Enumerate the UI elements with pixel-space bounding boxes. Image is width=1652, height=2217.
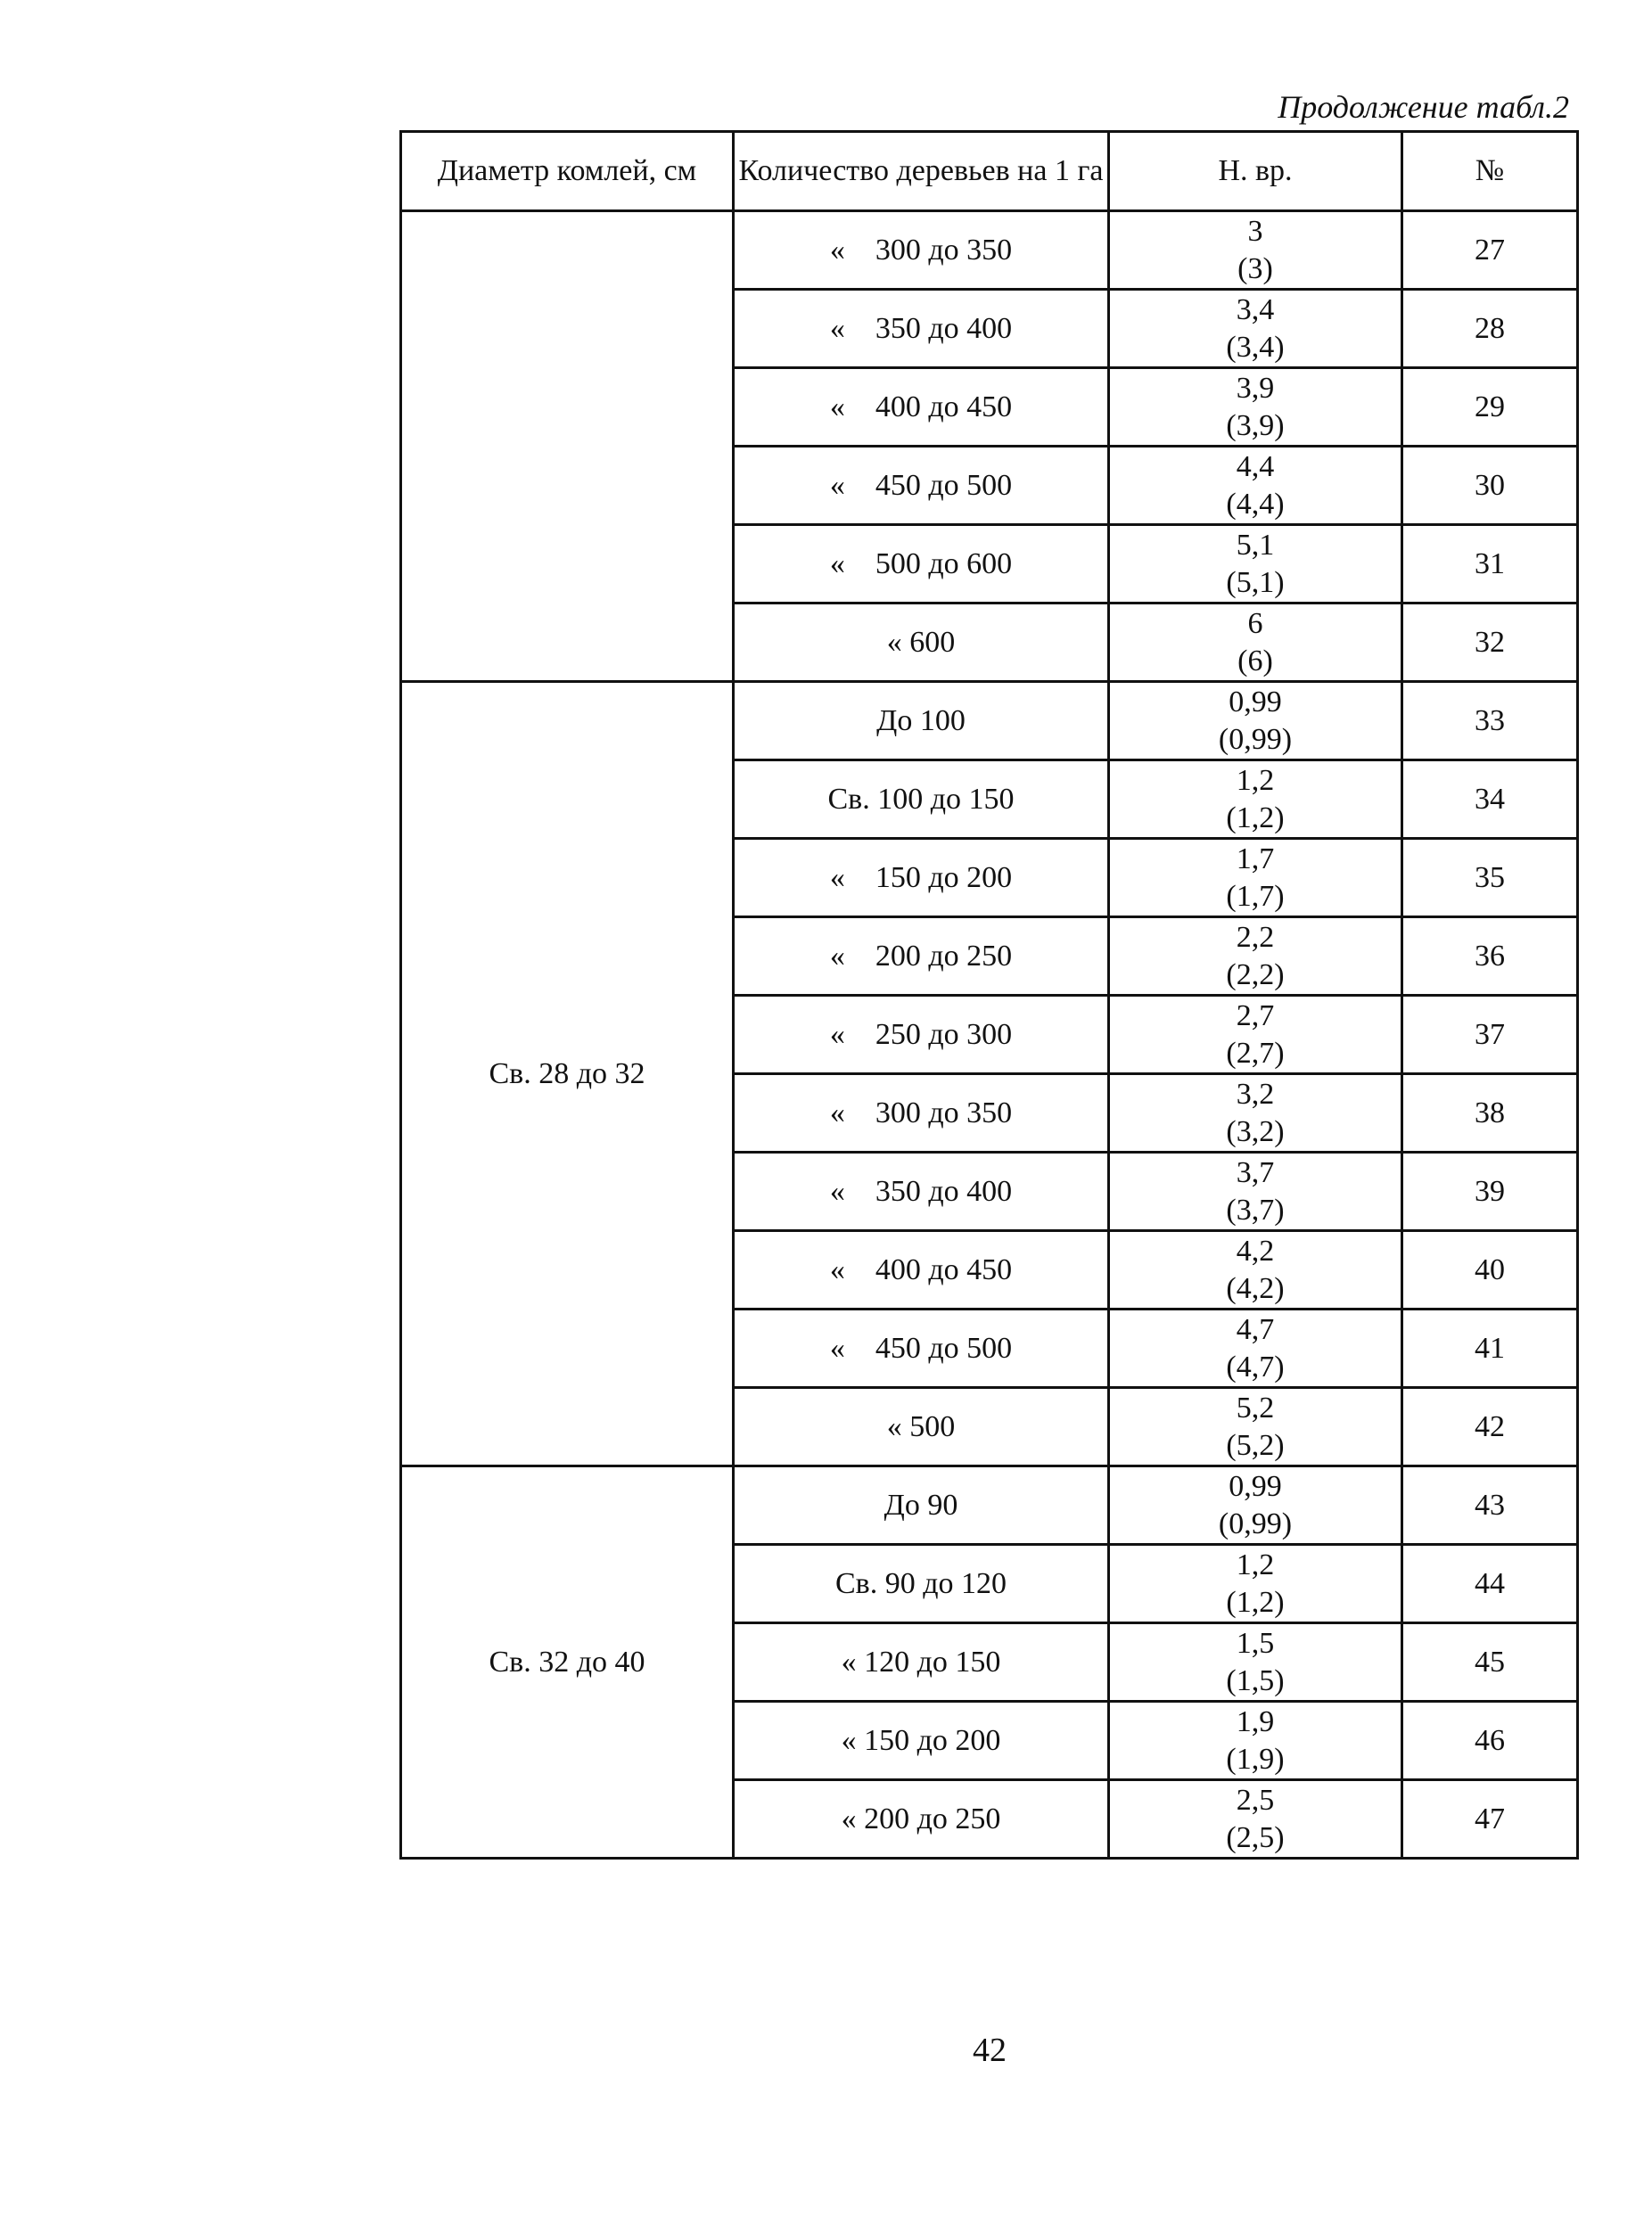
- norm-alt-value: (2,5): [1226, 1820, 1285, 1854]
- header-number: №: [1402, 132, 1578, 211]
- number-cell: 33: [1402, 682, 1578, 760]
- number-cell: 31: [1402, 525, 1578, 604]
- norm-cell: [1109, 211, 1402, 290]
- norm-cell: [1109, 1545, 1402, 1623]
- count-cell: « 300 до 350: [734, 1074, 1109, 1153]
- norm-value: 0,99: [1229, 1469, 1282, 1503]
- norm-cell: [1109, 1702, 1402, 1780]
- norm-value: 1,2: [1236, 763, 1275, 797]
- count-cell: « 200 до 250: [734, 1780, 1109, 1859]
- count-cell: « 120 до 150: [734, 1623, 1109, 1702]
- count-cell: « 350 до 400: [734, 290, 1109, 368]
- diameter-cell: [401, 211, 734, 682]
- number-cell: 32: [1402, 604, 1578, 682]
- count-cell: До 90: [734, 1466, 1109, 1545]
- count-cell: « 450 до 500: [734, 1310, 1109, 1388]
- norm-alt-value: (3,9): [1226, 408, 1285, 442]
- count-cell: « 150 до 200: [734, 1702, 1109, 1780]
- number-cell: 37: [1402, 996, 1578, 1074]
- count-cell: « 450 до 500: [734, 447, 1109, 525]
- number-cell: 42: [1402, 1388, 1578, 1466]
- count-cell: « 400 до 450: [734, 368, 1109, 447]
- norm-value: 3,4: [1236, 292, 1275, 326]
- norm-cell: [1109, 368, 1402, 447]
- norm-value: 5,1: [1236, 528, 1275, 562]
- count-cell: « 250 до 300: [734, 996, 1109, 1074]
- header-count: Количество деревьев на 1 га: [734, 132, 1109, 211]
- norm-value: 4,2: [1236, 1234, 1275, 1268]
- norm-value: 1,5: [1236, 1626, 1275, 1660]
- norm-cell: [1109, 682, 1402, 760]
- count-cell: « 350 до 400: [734, 1153, 1109, 1231]
- norm-alt-value: (3,7): [1226, 1193, 1285, 1227]
- norm-cell: [1109, 1780, 1402, 1859]
- norm-value: 2,2: [1236, 920, 1275, 954]
- norm-alt-value: (3): [1237, 251, 1273, 285]
- count-cell: До 100: [734, 682, 1109, 760]
- norm-cell: [1109, 604, 1402, 682]
- norm-value: 3,2: [1236, 1077, 1275, 1111]
- number-cell: 28: [1402, 290, 1578, 368]
- number-cell: 39: [1402, 1153, 1578, 1231]
- norms-table: [399, 130, 1579, 1860]
- norm-cell: [1109, 1074, 1402, 1153]
- number-cell: 45: [1402, 1623, 1578, 1702]
- norm-alt-value: (1,9): [1226, 1742, 1285, 1776]
- header-diameter: Диаметр комлей, см: [401, 132, 734, 211]
- table-caption: Продолжение табл.2: [1278, 89, 1569, 125]
- norm-value: 3,7: [1236, 1155, 1275, 1189]
- norm-cell: [1109, 1466, 1402, 1545]
- number-cell: 34: [1402, 760, 1578, 839]
- number-cell: 30: [1402, 447, 1578, 525]
- norm-alt-value: (3,4): [1226, 330, 1285, 364]
- number-cell: 40: [1402, 1231, 1578, 1310]
- page-number: 42: [973, 2032, 1007, 2069]
- norm-value: 3: [1247, 214, 1263, 248]
- table-row: [401, 682, 1578, 760]
- number-cell: 47: [1402, 1780, 1578, 1859]
- count-cell: Св. 90 до 120: [734, 1545, 1109, 1623]
- norm-cell: [1109, 760, 1402, 839]
- norm-alt-value: (2,2): [1226, 957, 1285, 991]
- table-header-row: [401, 132, 1578, 211]
- norm-value: 4,7: [1236, 1312, 1275, 1346]
- count-cell: « 300 до 350: [734, 211, 1109, 290]
- count-cell: « 150 до 200: [734, 839, 1109, 917]
- norm-alt-value: (4,4): [1226, 487, 1285, 521]
- count-cell: Св. 100 до 150: [734, 760, 1109, 839]
- count-cell: « 500 до 600: [734, 525, 1109, 604]
- norm-value: 1,9: [1236, 1704, 1275, 1738]
- number-cell: 27: [1402, 211, 1578, 290]
- norm-cell: [1109, 1623, 1402, 1702]
- number-cell: 43: [1402, 1466, 1578, 1545]
- norm-value: 2,5: [1236, 1783, 1275, 1817]
- norm-alt-value: (1,2): [1226, 1585, 1285, 1619]
- norm-alt-value: (5,2): [1226, 1428, 1285, 1462]
- table-body: [401, 211, 1578, 1859]
- table-row: [401, 211, 1578, 290]
- norm-value: 6: [1247, 606, 1263, 640]
- number-cell: 35: [1402, 839, 1578, 917]
- diameter-cell: Св. 32 до 40: [401, 1466, 734, 1859]
- norm-value: 0,99: [1229, 685, 1282, 718]
- count-cell: « 500: [734, 1388, 1109, 1466]
- norm-cell: [1109, 917, 1402, 996]
- diameter-cell: Св. 28 до 32: [401, 682, 734, 1466]
- norm-alt-value: (1,2): [1226, 801, 1285, 834]
- number-cell: 29: [1402, 368, 1578, 447]
- count-cell: « 600: [734, 604, 1109, 682]
- table-row: [401, 1466, 1578, 1545]
- norm-cell: [1109, 1388, 1402, 1466]
- norm-alt-value: (2,7): [1226, 1036, 1285, 1070]
- norm-value: 4,4: [1236, 449, 1275, 483]
- norm-cell: [1109, 839, 1402, 917]
- norm-cell: [1109, 1231, 1402, 1310]
- norm-cell: [1109, 525, 1402, 604]
- number-cell: 44: [1402, 1545, 1578, 1623]
- count-cell: « 400 до 450: [734, 1231, 1109, 1310]
- norm-value: 3,9: [1236, 371, 1275, 405]
- norm-cell: [1109, 290, 1402, 368]
- number-cell: 46: [1402, 1702, 1578, 1780]
- norm-alt-value: (1,5): [1226, 1663, 1285, 1697]
- norm-value: 1,7: [1236, 842, 1275, 875]
- norm-alt-value: (6): [1237, 644, 1273, 677]
- norm-alt-value: (0,99): [1218, 722, 1293, 756]
- norm-cell: [1109, 1153, 1402, 1231]
- norm-alt-value: (4,7): [1226, 1350, 1285, 1384]
- norm-alt-value: (4,2): [1226, 1271, 1285, 1305]
- norm-value: 1,2: [1236, 1548, 1275, 1581]
- number-cell: 36: [1402, 917, 1578, 996]
- norm-cell: [1109, 1310, 1402, 1388]
- norm-cell: [1109, 447, 1402, 525]
- norm-value: 5,2: [1236, 1391, 1275, 1425]
- header-norm: Н. вр.: [1109, 132, 1402, 211]
- norm-alt-value: (3,2): [1226, 1114, 1285, 1148]
- number-cell: 41: [1402, 1310, 1578, 1388]
- norm-cell: [1109, 996, 1402, 1074]
- norm-alt-value: (1,7): [1226, 879, 1285, 913]
- norm-value: 2,7: [1236, 998, 1275, 1032]
- norm-alt-value: (5,1): [1226, 565, 1285, 599]
- count-cell: « 200 до 250: [734, 917, 1109, 996]
- number-cell: 38: [1402, 1074, 1578, 1153]
- norm-alt-value: (0,99): [1218, 1507, 1293, 1540]
